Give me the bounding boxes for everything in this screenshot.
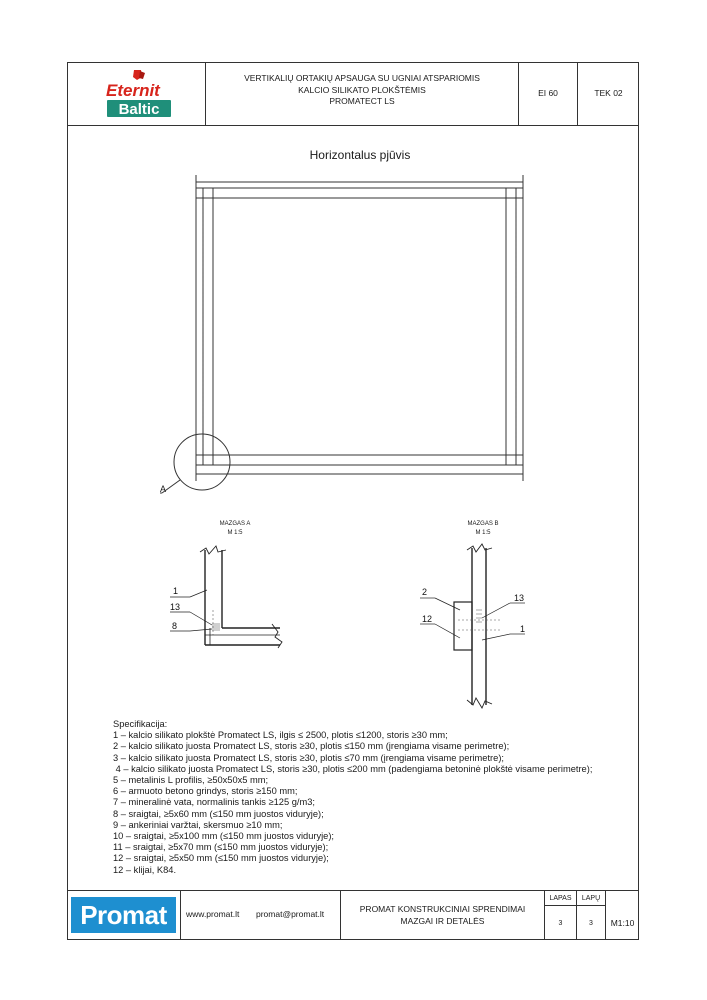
sheet-number: 3 [558,920,563,927]
node-a-header [210,520,260,538]
node-b-label-2: 2 [422,587,428,597]
footer-divider [67,890,639,891]
eternit-baltic-logo [104,67,174,119]
node-b-label-13: 13 [514,593,525,603]
eternit-logo-mark [104,67,174,119]
footer-sheet-divider [544,905,605,906]
spec-item: 5 – metalinis L profilis, ≥50x50x5 mm; [113,775,269,786]
inner-duct-outline [213,198,506,455]
node-a-title: MAZGAS A [219,521,251,527]
fire-rating: EI 60 [538,88,558,98]
spec-item: 12 – klijai, K84. [113,864,177,875]
top-strip [196,188,523,198]
node-b-label-12: 12 [422,614,433,624]
node-b-detail [410,540,550,715]
node-b-header [458,520,508,538]
header-title [206,73,518,108]
node-a-detail [160,540,300,660]
svg-text:Baltic: Baltic [118,101,160,118]
node-b-title: MAZGAS B [467,521,499,527]
callout-circle-a [174,434,230,490]
header-divider [67,125,639,126]
footer-title [341,903,544,927]
spec-item: 6 – armuoto betono grindys, storis ≥150 mm; [113,786,298,797]
footer-scale: M1:10 [610,918,635,928]
sheets-label: LAPŲ [581,895,601,902]
node-a-label-8: 8 [172,621,178,631]
spec-item: 4 – kalcio silikato juosta Promatect LS, storis ≥30, plotis ≤200 mm (padengiama betoninė plokštė visame perimetre); [113,763,593,774]
outer-panel-outline [196,182,523,474]
node-a-scale: M 1:5 [227,530,243,536]
footer-email[interactable]: promat@promat.lt [256,909,325,919]
spec-item: 9 – ankeriniai varžtai, skersmuo ≥10 mm; [113,819,283,830]
spec-item: 1 – kalcio silikato plokštė Promatect LS, ilgis ≤ 2500, plotis ≤1200, storis ≥30 mm; [113,730,448,741]
footer-website[interactable]: www.promat.lt [186,909,240,919]
spec-item: 7 – mineralinė vata, normalinis tankis ≥125 g/m3; [113,797,315,808]
header-title-line-1: VERTIKALIŲ ORTAKIŲ APSAUGA SU UGNIAI ATSPARIOMIS [244,73,480,83]
node-b-scale: M 1:5 [475,530,491,536]
spec-item: 8 – sraigtai, ≥5x60 mm (≤150 mm juostos viduryje); [113,808,324,819]
svg-text:Eternit: Eternit [106,81,160,100]
spec-item: 3 – kalcio silikato juosta Promatect LS, storis ≥30, plotis ≤70 mm (įrengiama visame perimetre); [113,752,505,763]
footer-sep-5 [605,890,606,940]
callout-label-a: A [160,484,167,494]
bottom-strip [196,455,523,465]
node-a-label-1: 1 [173,586,179,596]
drawing-code: TEK 02 [594,88,623,98]
spec-heading: Specifikacija: [113,719,168,729]
drawing-title: Horizontalus pjūvis [309,148,411,162]
header-title-line-3: PROMATECT LS [329,96,395,106]
right-strip [506,188,516,465]
left-strip [203,188,213,465]
node-b-label-1: 1 [520,624,526,634]
specification-list [113,719,592,876]
spec-item: 2 – kalcio silikato juosta Promatect LS, storis ≥30, plotis ≤150 mm (įrengiama visame perimetre); [113,741,510,752]
spec-item: 11 – sraigtai, ≥5x70 mm (≤150 mm juostos viduryje); [113,842,329,853]
footer-sep-1 [180,890,181,940]
spec-item: 10 – sraigtai, ≥5x100 mm (≤150 mm juostos viduryje); [113,831,335,842]
spec-item: 12 – sraigtai, ≥5x50 mm (≤150 mm juostos viduryje); [113,853,329,864]
sheet-label: LAPAS [549,895,572,902]
footer-title-line-2: MAZGAI IR DETALĖS [400,916,485,926]
promat-logo: Promat [71,897,176,933]
node-a-label-13: 13 [170,602,181,612]
footer-title-line-1: PROMAT KONSTRUKCINIAI SPRENDIMAI [359,904,526,914]
sheets-total: 3 [589,920,593,927]
horizontal-section-drawing [160,175,540,505]
header-title-line-2: KALCIO SILIKATO PLOKŠTĖMIS [298,84,426,95]
